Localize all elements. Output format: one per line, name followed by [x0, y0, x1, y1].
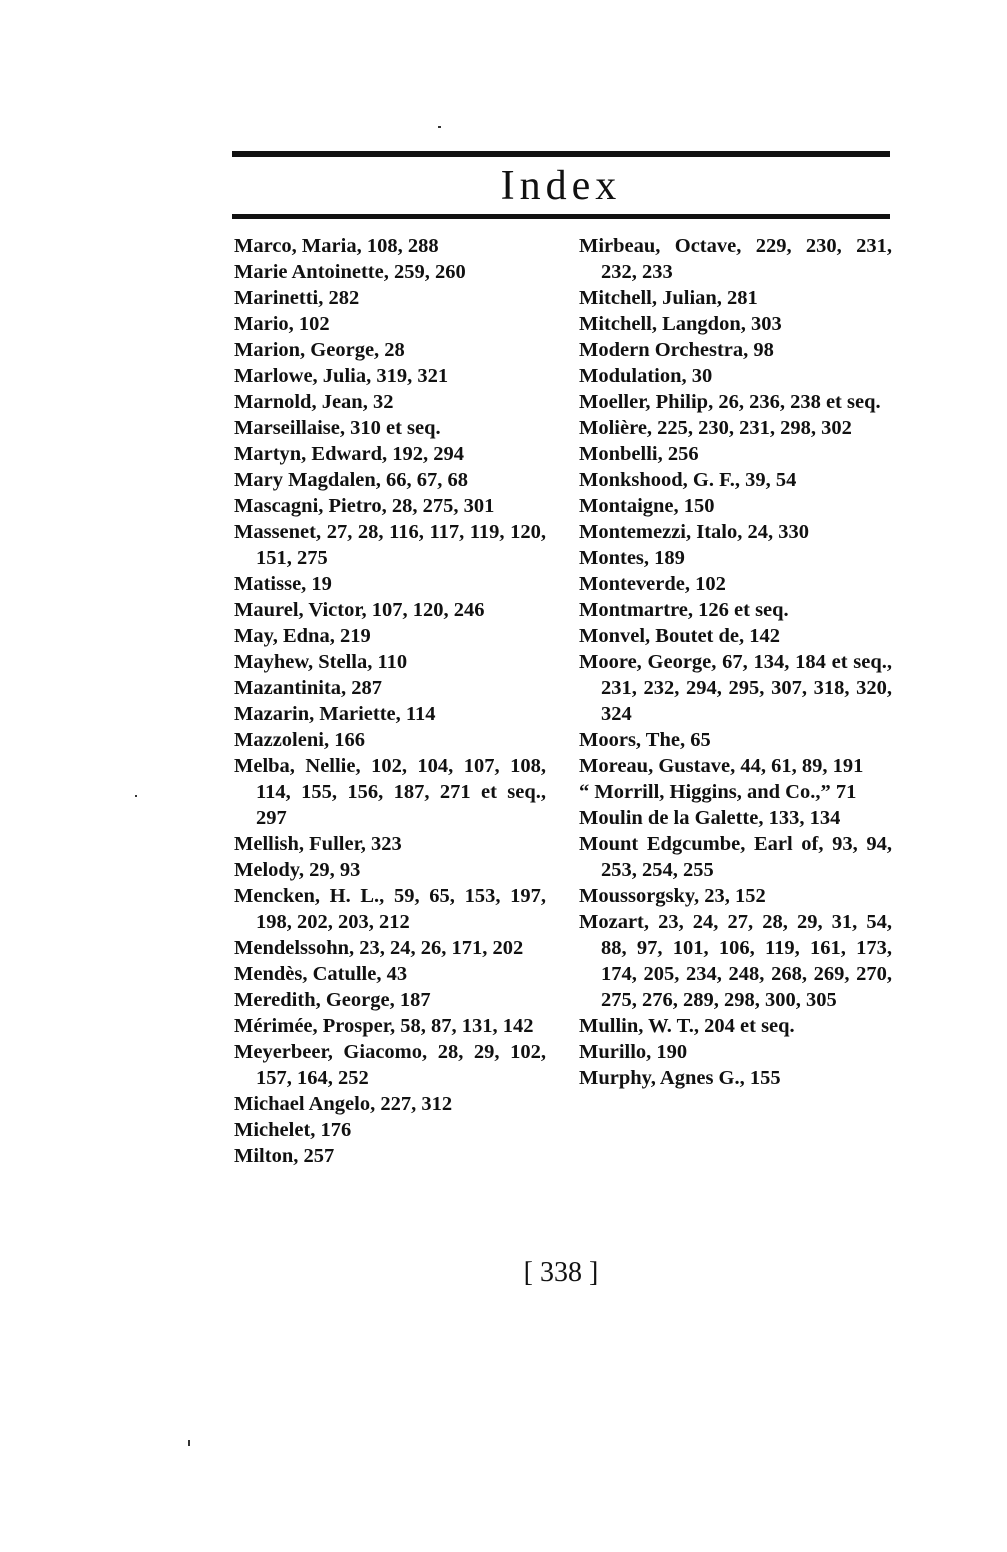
index-entry: Mitchell, Julian, 281 [579, 287, 758, 309]
index-entry: Mozart, 23, 24, 27, 28, 29, 31, 54, 88, 97, 101, 106, 119, 161, 173, 174, 205, 234, 248, 268, 269, 270, 275, 276, 289, 298, 300, 305 [579, 911, 892, 1011]
index-entry: “ Morrill, Higgins, and Co.,” 71 [579, 781, 857, 803]
index-entry: Monbelli, 256 [579, 443, 699, 465]
index-entry: Modern Orchestra, 98 [579, 339, 774, 361]
index-entry: Murphy, Agnes G., 155 [579, 1067, 781, 1089]
index-entry: Mencken, H. L., 59, 65, 153, 197, 198, 202, 203, 212 [234, 885, 546, 933]
index-entry: Mayhew, Stella, 110 [234, 651, 408, 673]
index-entry: Melody, 29, 93 [234, 859, 361, 881]
index-entry: Meyerbeer, Giacomo, 28, 29, 102, 157, 164, 252 [234, 1041, 546, 1089]
index-entry: Marlowe, Julia, 319, 321 [234, 365, 449, 387]
index-entry: Mirbeau, Octave, 229, 230, 231, 232, 233 [579, 235, 892, 283]
index-entry: Mendès, Catulle, 43 [234, 963, 408, 985]
index-entry: Mullin, W. T., 204 et seq. [579, 1015, 795, 1037]
index-entry: Mendelssohn, 23, 24, 26, 171, 202 [234, 937, 524, 959]
index-entry: Moussorgsky, 23, 152 [579, 885, 766, 907]
index-entry: Meredith, George, 187 [234, 989, 431, 1011]
index-entry: Marinetti, 282 [234, 287, 360, 309]
index-entry: Montaigne, 150 [579, 495, 715, 517]
index-entry: Maurel, Victor, 107, 120, 246 [234, 599, 485, 621]
index-column-right [579, 233, 892, 1091]
top-rule [232, 151, 890, 157]
index-entry: Matisse, 19 [234, 573, 332, 595]
index-entry: Mount Edgcumbe, Earl of, 93, 94, 253, 254, 255 [579, 833, 892, 881]
index-entry: Molière, 225, 230, 231, 298, 302 [579, 417, 852, 439]
index-entry: Monvel, Boutet de, 142 [579, 625, 780, 647]
index-entry: Montmartre, 126 et seq. [579, 599, 789, 621]
index-entry: Martyn, Edward, 192, 294 [234, 443, 465, 465]
index-entry: Mérimée, Prosper, 58, 87, 131, 142 [234, 1015, 534, 1037]
index-entry: Moeller, Philip, 26, 236, 238 et seq. [579, 391, 881, 413]
index-entry: Marco, Maria, 108, 288 [234, 235, 439, 257]
index-entry: Monkshood, G. F., 39, 54 [579, 469, 797, 491]
index-entry: Montes, 189 [579, 547, 685, 569]
index-entry: Marion, George, 28 [234, 339, 405, 361]
print-speck [135, 795, 137, 797]
index-entry: Mascagni, Pietro, 28, 275, 301 [234, 495, 495, 517]
index-entry: Michael Angelo, 227, 312 [234, 1093, 453, 1115]
index-entry: Michelet, 176 [234, 1119, 352, 1141]
index-entry: Mazarin, Mariette, 114 [234, 703, 436, 725]
index-entry: Marnold, Jean, 32 [234, 391, 394, 413]
bottom-rule [232, 214, 890, 219]
index-entry: Marie Antoinette, 259, 260 [234, 261, 466, 283]
index-entry: Marseillaise, 310 et seq. [234, 417, 441, 439]
page-number: [ 338 ] [523, 1257, 599, 1288]
index-entry: Mazzoleni, 166 [234, 729, 365, 751]
index-entry: May, Edna, 219 [234, 625, 371, 647]
index-entry: Massenet, 27, 28, 116, 117, 119, 120, 151, 275 [234, 521, 546, 569]
index-entry: Melba, Nellie, 102, 104, 107, 108, 114, 155, 156, 187, 271 et seq., 297 [234, 755, 546, 829]
index-entry: Mary Magdalen, 66, 67, 68 [234, 469, 469, 491]
index-entry: Moors, The, 65 [579, 729, 711, 751]
index-entry: Moreau, Gustave, 44, 61, 89, 191 [579, 755, 864, 777]
index-entry: Modulation, 30 [579, 365, 713, 387]
index-entry: Moulin de la Galette, 133, 134 [579, 807, 841, 829]
index-entry: Mitchell, Langdon, 303 [579, 313, 782, 335]
index-entry: Monteverde, 102 [579, 573, 726, 595]
index-entry: Murillo, 190 [579, 1041, 688, 1063]
page-title: Index [500, 163, 622, 209]
index-entry: Moore, George, 67, 134, 184 et seq., 231, 232, 294, 295, 307, 318, 320, 324 [579, 651, 892, 725]
index-column-left [234, 233, 546, 1169]
index-entry: Milton, 257 [234, 1145, 335, 1167]
index-entry: Mario, 102 [234, 313, 330, 335]
print-speck [188, 1440, 190, 1446]
print-speck [438, 126, 441, 128]
index-entry: Montemezzi, Italo, 24, 330 [579, 521, 809, 543]
index-entry: Mellish, Fuller, 323 [234, 833, 402, 855]
index-entry: Mazantinita, 287 [234, 677, 383, 699]
